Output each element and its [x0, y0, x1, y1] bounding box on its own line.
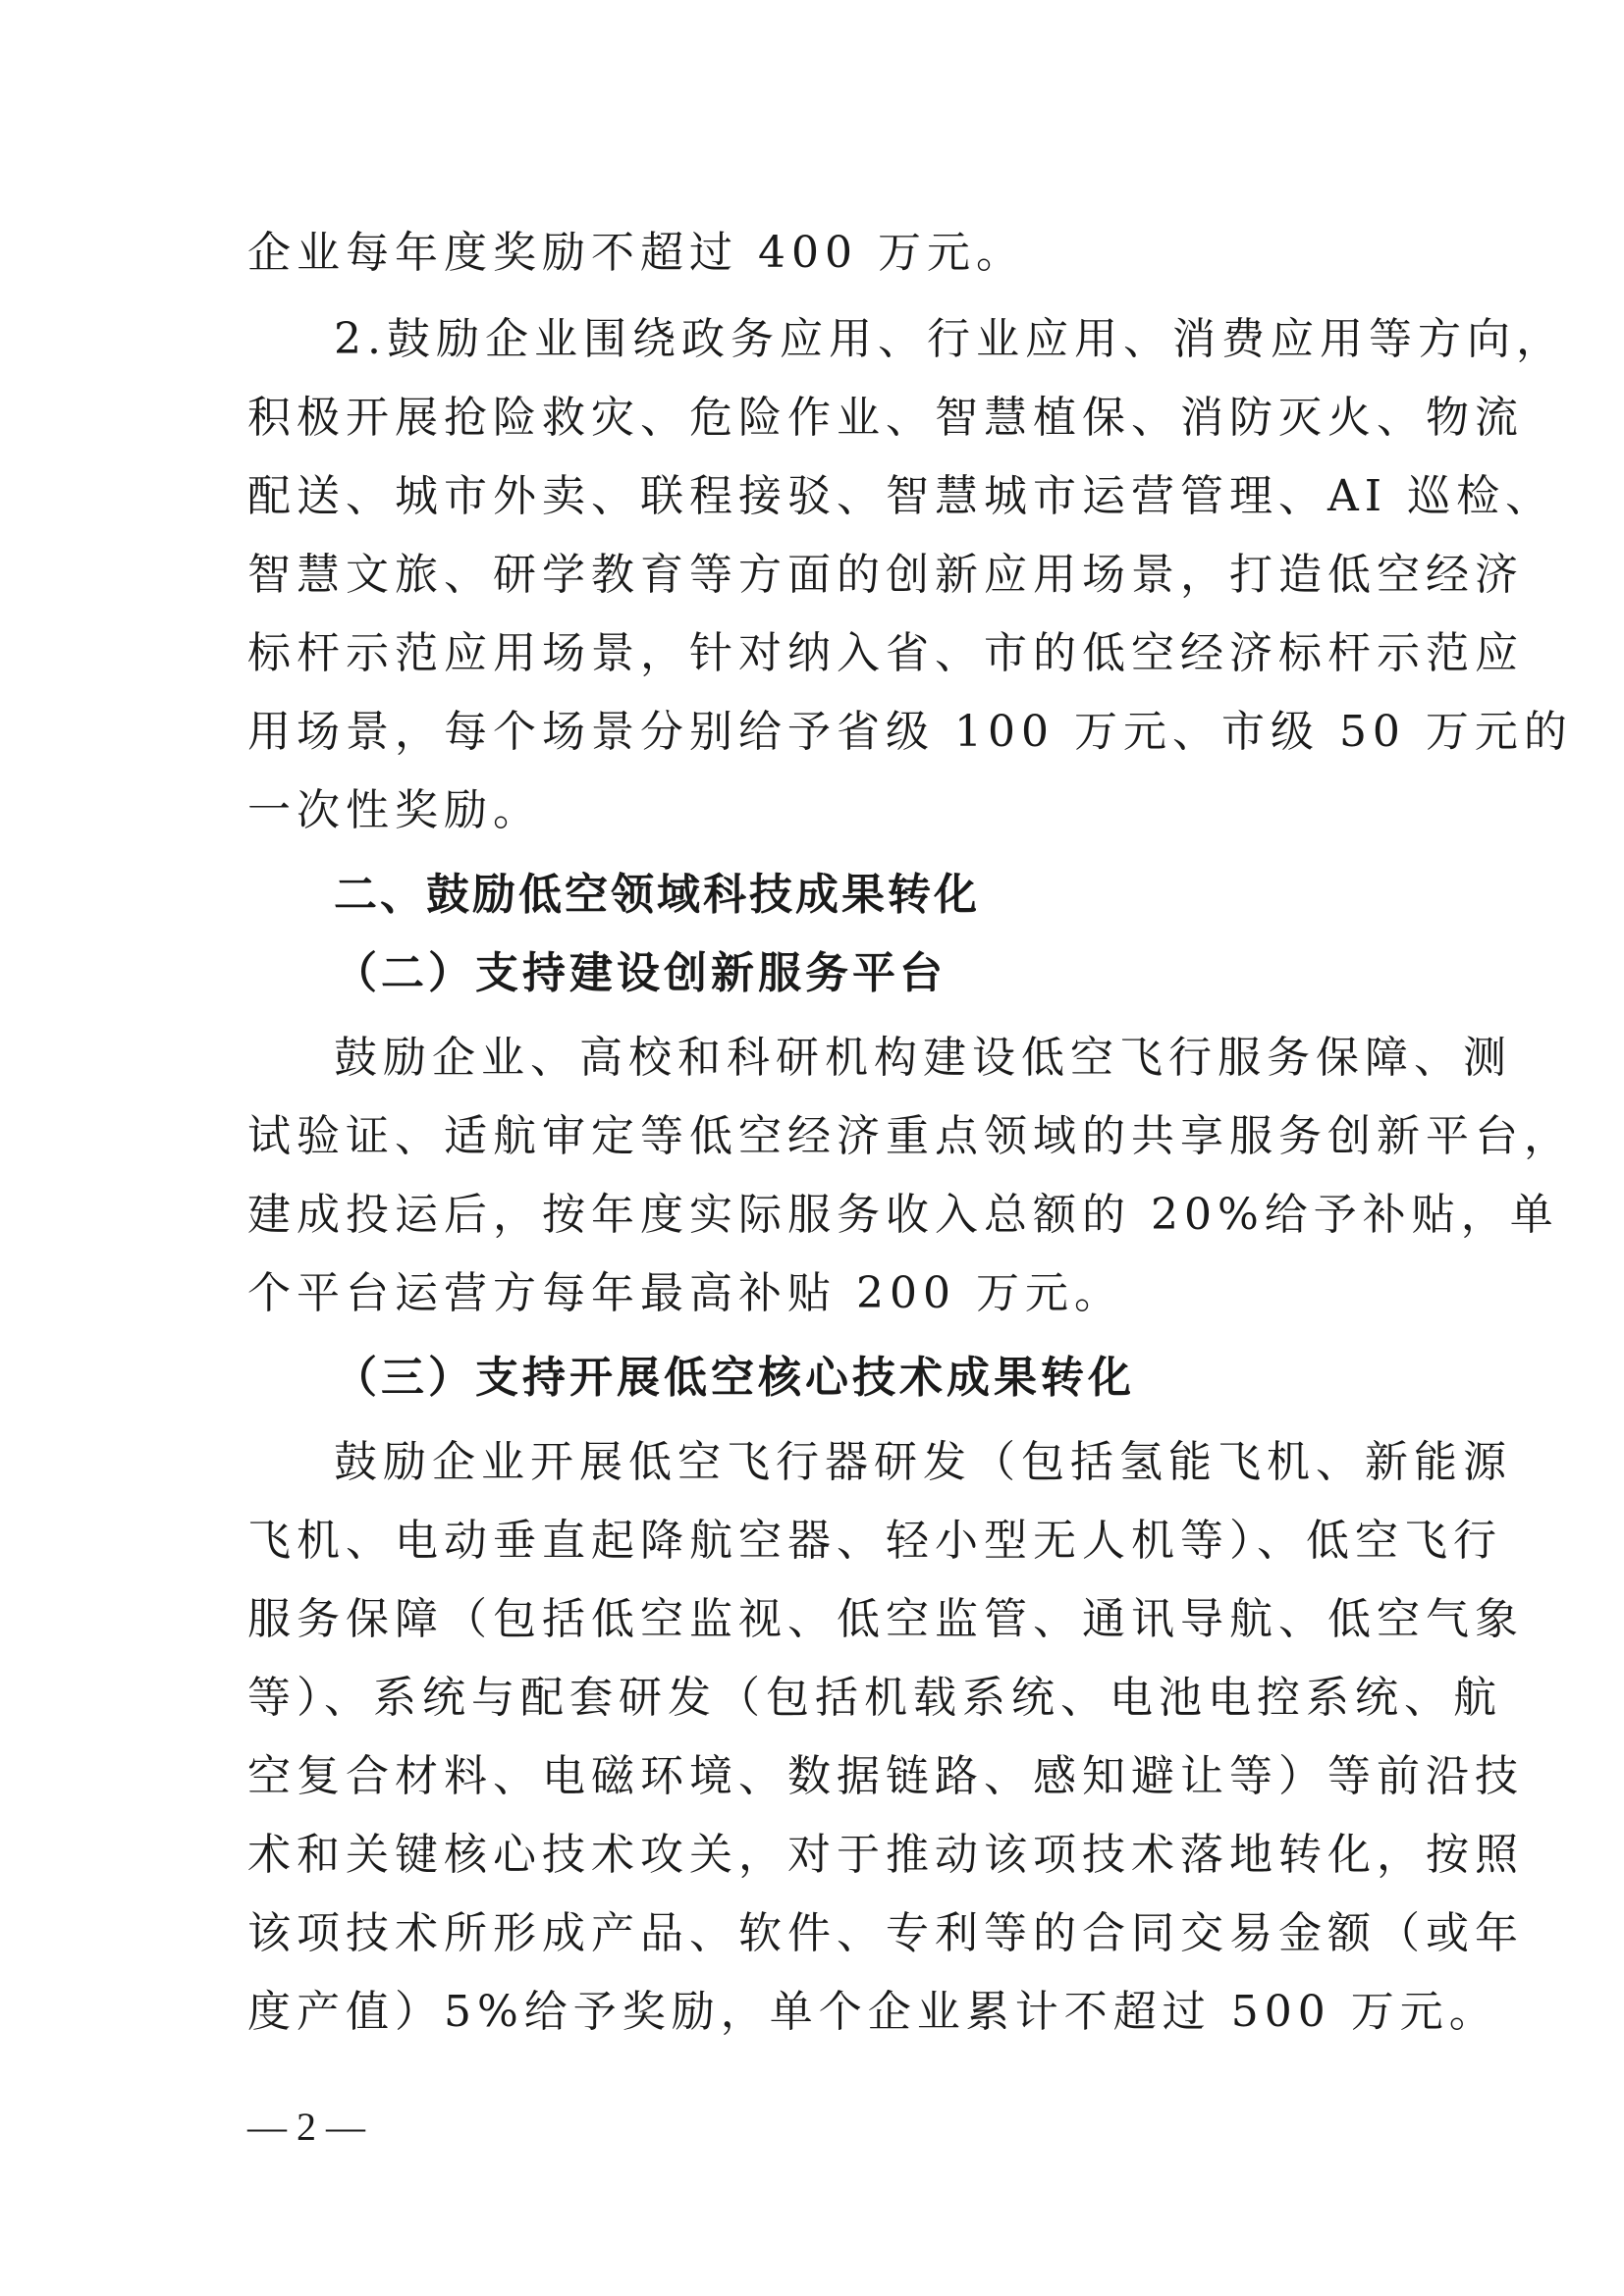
paragraph-line: 用场景，每个场景分别给予省级 100 万元、市级 50 万元的: [247, 707, 1573, 757]
paragraph-line: 空复合材料、电磁环境、数据链路、感知避让等）等前沿技: [247, 1751, 1524, 1801]
paragraph-line: 术和关键核心技术攻关，对于推动该项技术落地转化，按照: [247, 1830, 1524, 1880]
paragraph-line: 一次性奖励。: [247, 785, 542, 835]
paragraph-line: 飞机、电动垂直起降航空器、轻小型无人机等）、低空飞行: [247, 1516, 1502, 1566]
paragraph-line: 个平台运营方每年最高补贴 200 万元。: [247, 1268, 1123, 1318]
paragraph-line: 度产值）5%给予奖励，单个企业累计不超过 500 万元。: [247, 1987, 1498, 2037]
paragraph-line: 试验证、适航审定等低空经济重点领域的共享服务创新平台，: [247, 1111, 1573, 1161]
paragraph-line: 鼓励企业开展低空飞行器研发（包括氢能飞机、新能源: [334, 1437, 1512, 1487]
paragraph-line: 企业每年度奖励不超过 400 万元。: [247, 228, 1025, 278]
paragraph-line: 鼓励企业、高校和科研机构建设低空飞行服务保障、测: [334, 1033, 1512, 1083]
paragraph-line: 等）、系统与配套研发（包括机载系统、电池电控系统、航: [247, 1673, 1502, 1723]
section-heading: 二、鼓励低空领域科技成果转化: [334, 870, 980, 920]
page-number: — 2 —: [247, 2105, 365, 2149]
paragraph-line: 智慧文旅、研学教育等方面的创新应用场景，打造低空经济: [247, 550, 1524, 600]
subsection-heading: （二）支持建设创新服务平台: [334, 948, 947, 998]
paragraph-line: 配送、城市外卖、联程接驳、智慧城市运营管理、AI 巡检、: [247, 471, 1555, 521]
subsection-heading: （三）支持开展低空核心技术成果转化: [334, 1353, 1135, 1403]
paragraph-line: 标杆示范应用场景，针对纳入省、市的低空经济标杆示范应: [247, 628, 1524, 678]
paragraph-line: 该项技术所形成产品、软件、专利等的合同交易金额（或年: [247, 1908, 1524, 1958]
paragraph-line: 服务保障（包括低空监视、低空监管、通讯导航、低空气象: [247, 1594, 1524, 1644]
paragraph-line: 积极开展抢险救灾、危险作业、智慧植保、消防灭火、物流: [247, 393, 1524, 443]
paragraph-line: 建成投运后，按年度实际服务收入总额的 20%给予补贴，单: [247, 1190, 1559, 1240]
paragraph-line: 2.鼓励企业围绕政务应用、行业应用、消费应用等方向，: [334, 314, 1565, 364]
